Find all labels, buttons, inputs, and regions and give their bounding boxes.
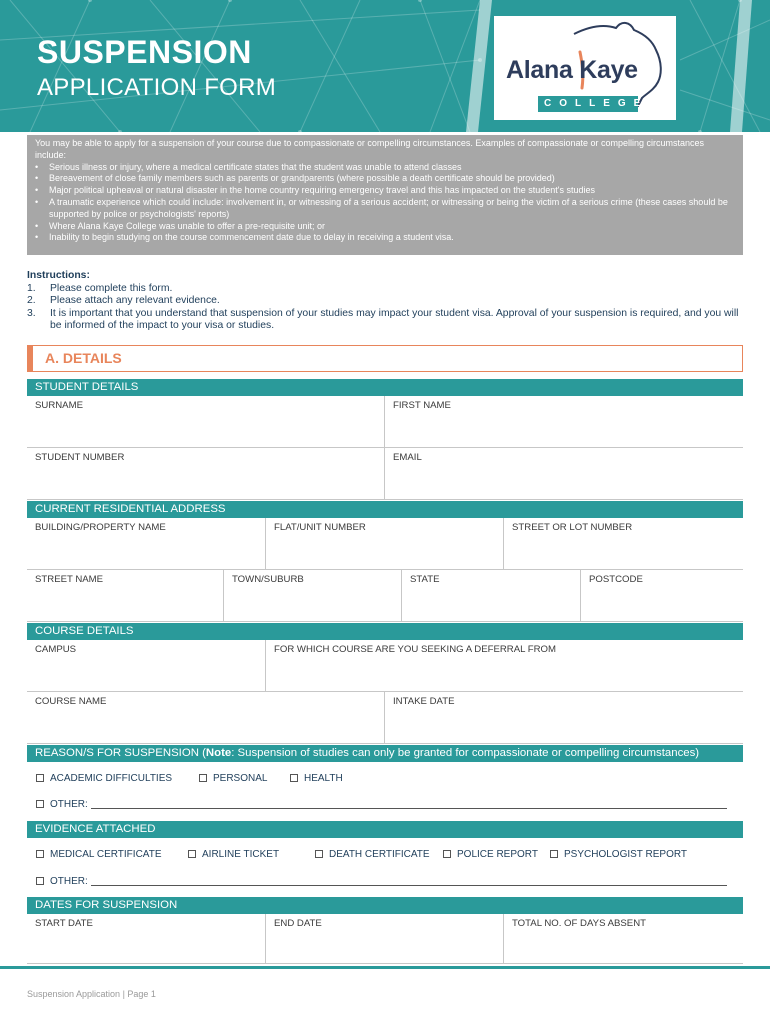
reasons-heading-rest: : Suspension of studies can only be granted for compassionate or compelling circumstances)	[231, 747, 700, 759]
reasons-options	[27, 773, 743, 793]
checkbox-airline-ticket[interactable]	[188, 849, 279, 860]
field-label: FLAT/UNIT NUMBER	[274, 522, 366, 533]
street-name-field[interactable]	[27, 570, 223, 621]
state-field[interactable]	[401, 570, 580, 621]
reasons-header	[27, 745, 743, 762]
start-date-field[interactable]	[27, 914, 265, 963]
field-label: INTAKE DATE	[393, 696, 455, 707]
form-subtitle: APPLICATION FORM	[37, 74, 277, 101]
reasons-heading-note: Note	[205, 747, 232, 759]
checkbox-personal[interactable]	[199, 773, 267, 784]
surname-field[interactable]	[27, 396, 384, 447]
option-label: MEDICAL CERTIFICATE	[50, 849, 162, 860]
section-heading	[27, 345, 743, 372]
option-label: OTHER:	[50, 799, 88, 810]
list-item	[27, 295, 743, 308]
item-text: It is important that you understand that suspension of your studies may impact your student visa. Approval of your suspension is required, and you will be informed of the impact to your visa or studies.	[50, 307, 739, 332]
checkbox-icon	[36, 774, 44, 782]
campus-field[interactable]	[27, 640, 265, 691]
instructions-list	[27, 283, 743, 333]
checkbox-icon	[36, 877, 44, 885]
student-number-field[interactable]	[27, 448, 384, 499]
checkbox-icon	[199, 774, 207, 782]
item-number: 1.	[27, 282, 36, 294]
list-item: • Serious illness or injury, where a medical certificate states that the student was unable to attend classes	[35, 162, 735, 174]
building-field[interactable]	[27, 518, 265, 569]
field-label: STREET OR LOT NUMBER	[512, 522, 633, 533]
course-header: COURSE DETAILS	[27, 623, 743, 640]
address-header: CURRENT RESIDENTIAL ADDRESS	[27, 501, 743, 518]
evidence-header: EVIDENCE ATTACHED	[27, 821, 743, 838]
checkbox-police-report[interactable]	[443, 849, 538, 860]
field-label: POSTCODE	[589, 574, 643, 585]
flat-field[interactable]	[265, 518, 503, 569]
item-number: 3.	[27, 307, 36, 319]
end-date-field[interactable]	[265, 914, 503, 963]
first-name-field[interactable]	[384, 396, 743, 447]
field-label: BUILDING/PROPERTY NAME	[35, 522, 166, 533]
list-item: • Inability to begin studying on the course commencement date due to delay in receiving a student visa.	[35, 232, 735, 244]
field-label: COURSE NAME	[35, 696, 107, 707]
option-label: HEALTH	[304, 773, 343, 784]
field-label: STUDENT NUMBER	[35, 452, 125, 463]
checkbox-other-evidence[interactable]	[36, 876, 88, 887]
checkbox-academic-difficulties[interactable]	[36, 773, 172, 784]
intro-text: You may be able to apply for a suspension of your course due to compassionate or compelling circumstances. Examples of compassionate or compelling circumstances include:	[35, 138, 705, 160]
street-lot-field[interactable]	[503, 518, 743, 569]
option-label: OTHER:	[50, 876, 88, 887]
field-label: TOWN/SUBURB	[232, 574, 304, 585]
deferral-course-field[interactable]	[265, 640, 743, 691]
field-label: END DATE	[274, 918, 322, 929]
list-item: • Bereavement of close family members such as parents or grandparents (where possible a death certificate should be provided)	[35, 173, 735, 185]
student-details-header: STUDENT DETAILS	[27, 379, 743, 396]
list-item: • Major political upheaval or natural disaster in the home country requiring emergency travel and this has impacted on the student's studies	[35, 185, 735, 197]
evidence-other-row	[27, 876, 743, 896]
field-label: START DATE	[35, 918, 93, 929]
checkbox-icon	[36, 850, 44, 858]
reasons-heading-prefix: REASON/S FOR SUSPENSION (	[35, 747, 206, 759]
checkbox-icon	[315, 850, 323, 858]
course-row-1	[27, 640, 743, 692]
field-label: CAMPUS	[35, 644, 77, 655]
other-reason-input[interactable]	[91, 808, 727, 809]
checkbox-health[interactable]	[290, 773, 343, 784]
field-label: TOTAL NO. OF DAYS ABSENT	[512, 918, 646, 929]
list-item: • Where Alana Kaye College was unable to offer a pre-requisite unit; or	[35, 221, 735, 233]
checkbox-icon	[36, 800, 44, 808]
reasons-other-row	[27, 799, 743, 819]
option-label: ACADEMIC DIFFICULTIES	[50, 773, 173, 784]
option-label: AIRLINE TICKET	[202, 849, 280, 860]
item-text: Please complete this form.	[50, 282, 173, 294]
field-label: STATE	[410, 574, 440, 585]
course-name-field[interactable]	[27, 692, 384, 743]
item-number: 2.	[27, 295, 36, 307]
logo-name: Alana Kaye	[506, 56, 638, 84]
checkbox-icon	[188, 850, 196, 858]
checkbox-icon	[290, 774, 298, 782]
town-field[interactable]	[223, 570, 401, 621]
option-label: POLICE REPORT	[457, 849, 538, 860]
other-evidence-input[interactable]	[91, 885, 727, 886]
checkbox-death-certificate[interactable]	[315, 849, 430, 860]
intro-list	[35, 162, 735, 245]
list-item	[27, 308, 743, 333]
field-label: STREET NAME	[35, 574, 104, 585]
option-label: DEATH CERTIFICATE	[329, 849, 430, 860]
postcode-field[interactable]	[580, 570, 743, 621]
checkbox-psychologist-report[interactable]	[550, 849, 687, 860]
student-contact-row	[27, 448, 743, 500]
student-name-row	[27, 396, 743, 448]
field-label: FIRST NAME	[393, 400, 451, 411]
dates-row	[27, 914, 743, 964]
list-item: • A traumatic experience which could include: involvement in, or witnessing of a serious accident; or witnessing or being the victim of a serious crime (these cases should be supported by police or psychologists' reports)	[35, 197, 735, 221]
instructions	[27, 270, 743, 333]
footer-divider	[0, 966, 770, 969]
logo-college: COLLEGE	[538, 96, 638, 112]
option-label: PERSONAL	[213, 773, 268, 784]
list-item	[27, 283, 743, 296]
dates-header: DATES FOR SUSPENSION	[27, 897, 743, 914]
checkbox-medical-certificate[interactable]	[36, 849, 162, 860]
item-text: Please attach any relevant evidence.	[50, 295, 220, 307]
field-label: EMAIL	[393, 452, 422, 463]
section-title: A. DETAILS	[45, 350, 122, 366]
instructions-title: Instructions:	[27, 270, 90, 281]
option-label: PSYCHOLOGIST REPORT	[564, 849, 687, 860]
page-header	[0, 0, 770, 132]
form-title: SUSPENSION	[37, 34, 252, 70]
course-row-2	[27, 692, 743, 744]
checkbox-icon	[443, 850, 451, 858]
email-field[interactable]	[384, 448, 743, 499]
college-logo	[494, 16, 676, 120]
total-days-field[interactable]	[503, 914, 743, 963]
page-footer: Suspension Application | Page 1	[27, 989, 156, 999]
address-row-1	[27, 518, 743, 570]
evidence-options	[27, 849, 743, 869]
field-label: SURNAME	[35, 400, 83, 411]
checkbox-other-reason[interactable]	[36, 799, 88, 810]
intake-date-field[interactable]	[384, 692, 743, 743]
intro-box	[27, 135, 743, 255]
address-row-2	[27, 570, 743, 622]
checkbox-icon	[550, 850, 558, 858]
field-label: FOR WHICH COURSE ARE YOU SEEKING A DEFERRAL FROM	[274, 644, 556, 655]
